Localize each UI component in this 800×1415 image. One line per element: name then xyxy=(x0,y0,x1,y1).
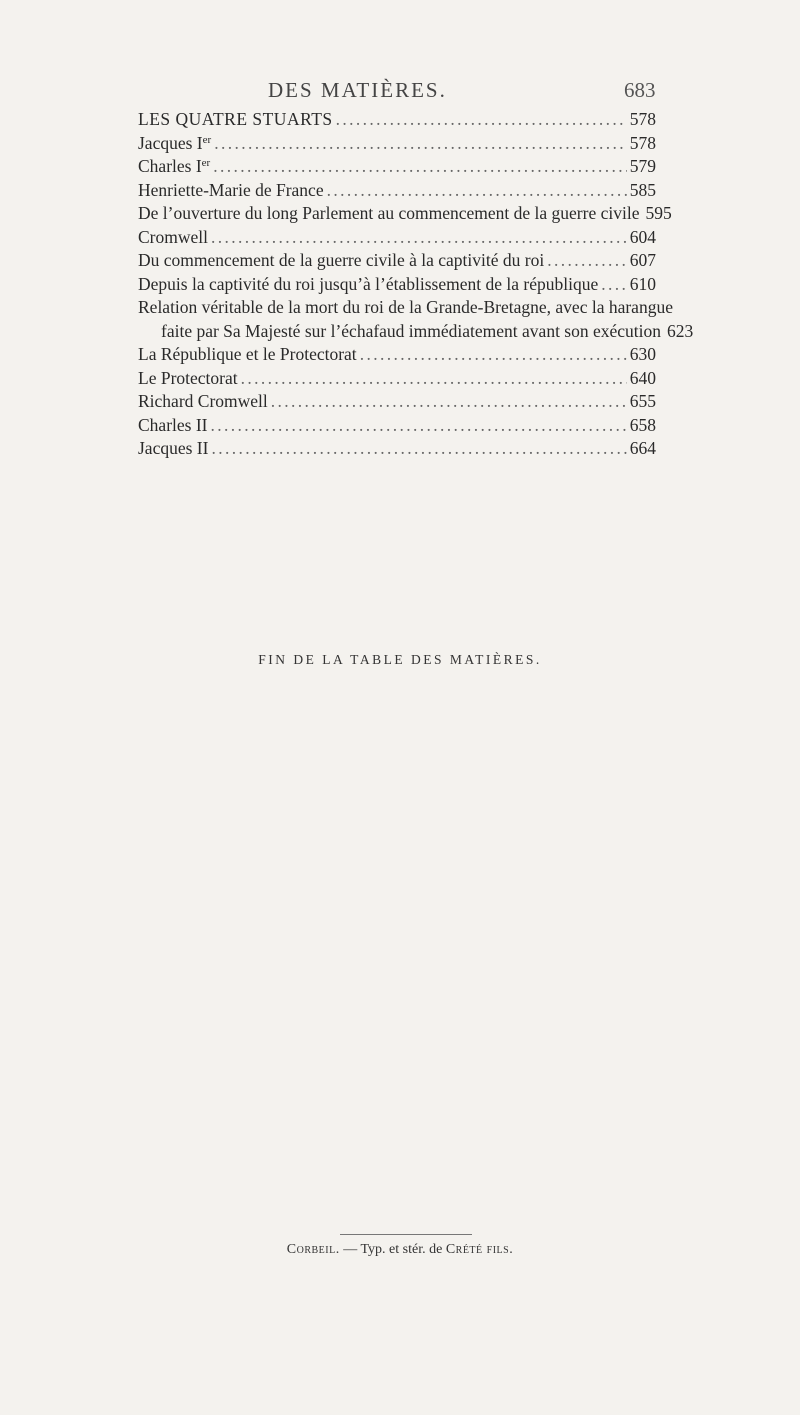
toc-entry-page: 585 xyxy=(629,179,656,200)
toc-entry[interactable] xyxy=(138,226,656,250)
toc-entry-title: Cromwell xyxy=(138,226,208,247)
toc-entry-title: Jacques II xyxy=(138,438,209,458)
toc-entry-title: La République et le Protectorat xyxy=(138,344,357,364)
toc-entry-title: Jacques Ier xyxy=(138,132,212,153)
toc-entry-title: LES QUATRE STUARTS xyxy=(138,109,333,129)
running-title: DES MATIÈRES. xyxy=(268,78,447,102)
toc-entry[interactable] xyxy=(138,296,694,343)
toc-entry[interactable] xyxy=(138,108,656,132)
toc-entry-title-line2: faite par Sa Majesté sur l’échafaud immédiatement avant son exécution xyxy=(161,320,662,341)
dot-leader xyxy=(336,108,627,132)
toc-entry[interactable] xyxy=(138,367,656,391)
toc-entry-title: Depuis la captivité du roi jusqu’à l’établissement de la république xyxy=(138,273,599,294)
toc-entry[interactable] xyxy=(138,249,656,273)
toc-entry-page: 655 xyxy=(629,391,656,411)
page-number: 683 xyxy=(624,78,656,102)
toc-entry-title: Le Protectorat xyxy=(138,367,238,388)
toc-entry-page: 664 xyxy=(629,438,656,458)
dot-leader xyxy=(360,343,627,367)
toc-entry-page: 630 xyxy=(629,344,656,364)
printer-imprint xyxy=(0,1242,800,1258)
dot-leader xyxy=(547,249,627,273)
table-of-contents xyxy=(138,108,694,461)
dot-leader xyxy=(601,273,627,297)
imprint-text: — Typ. et stér. de xyxy=(339,1242,446,1257)
toc-entry[interactable] xyxy=(138,343,656,367)
toc-entry-page: 623 xyxy=(667,320,694,341)
dot-leader xyxy=(213,155,627,179)
toc-entry[interactable] xyxy=(138,155,656,179)
toc-entry-page: 578 xyxy=(629,109,656,129)
divider xyxy=(340,1234,472,1235)
dot-leader xyxy=(211,414,627,438)
toc-entry-title: Charles II xyxy=(138,414,208,435)
toc-entry[interactable] xyxy=(138,390,656,414)
toc-entry-page: 658 xyxy=(629,414,656,435)
toc-entry-page: 640 xyxy=(629,367,656,388)
toc-entry-title: Du commencement de la guerre civile à la captivité du roi xyxy=(138,250,545,270)
toc-entry-page: 607 xyxy=(629,250,656,270)
page-header xyxy=(0,78,800,108)
imprint-city: Corbeil. xyxy=(286,1242,340,1257)
dot-leader xyxy=(211,437,626,461)
toc-entry[interactable] xyxy=(138,273,656,297)
toc-entry-page: 610 xyxy=(629,273,656,294)
toc-entry-title: Henriette-Marie de France xyxy=(138,179,324,200)
toc-entry[interactable] xyxy=(138,414,656,438)
end-of-table-notice: FIN DE LA TABLE DES MATIÈRES. xyxy=(258,652,542,667)
toc-entry-continuation xyxy=(138,320,694,344)
dot-leader xyxy=(327,179,627,203)
dot-leader xyxy=(211,226,627,250)
toc-entry-title-line1: Relation véritable de la mort du roi de la Grande-Bretagne, avec la harangue xyxy=(138,297,673,317)
toc-entry[interactable] xyxy=(138,437,656,461)
toc-entry[interactable] xyxy=(138,202,672,226)
imprint-printer: Crété fils. xyxy=(445,1242,514,1257)
dot-leader xyxy=(214,132,627,156)
toc-entry-title: De l’ouverture du long Parlement au commencement de la guerre civile xyxy=(138,203,640,223)
toc-entry-page: 604 xyxy=(629,226,656,247)
toc-entry-page: 578 xyxy=(629,132,656,153)
toc-entry-title: Charles Ier xyxy=(138,156,211,176)
toc-entry-page: 579 xyxy=(629,156,656,176)
toc-entry-title: Richard Cromwell xyxy=(138,391,268,411)
dot-leader xyxy=(241,367,627,391)
toc-entry[interactable] xyxy=(138,179,656,203)
toc-entry[interactable] xyxy=(138,132,656,156)
dot-leader xyxy=(271,390,627,414)
toc-entry-page: 595 xyxy=(645,203,672,223)
